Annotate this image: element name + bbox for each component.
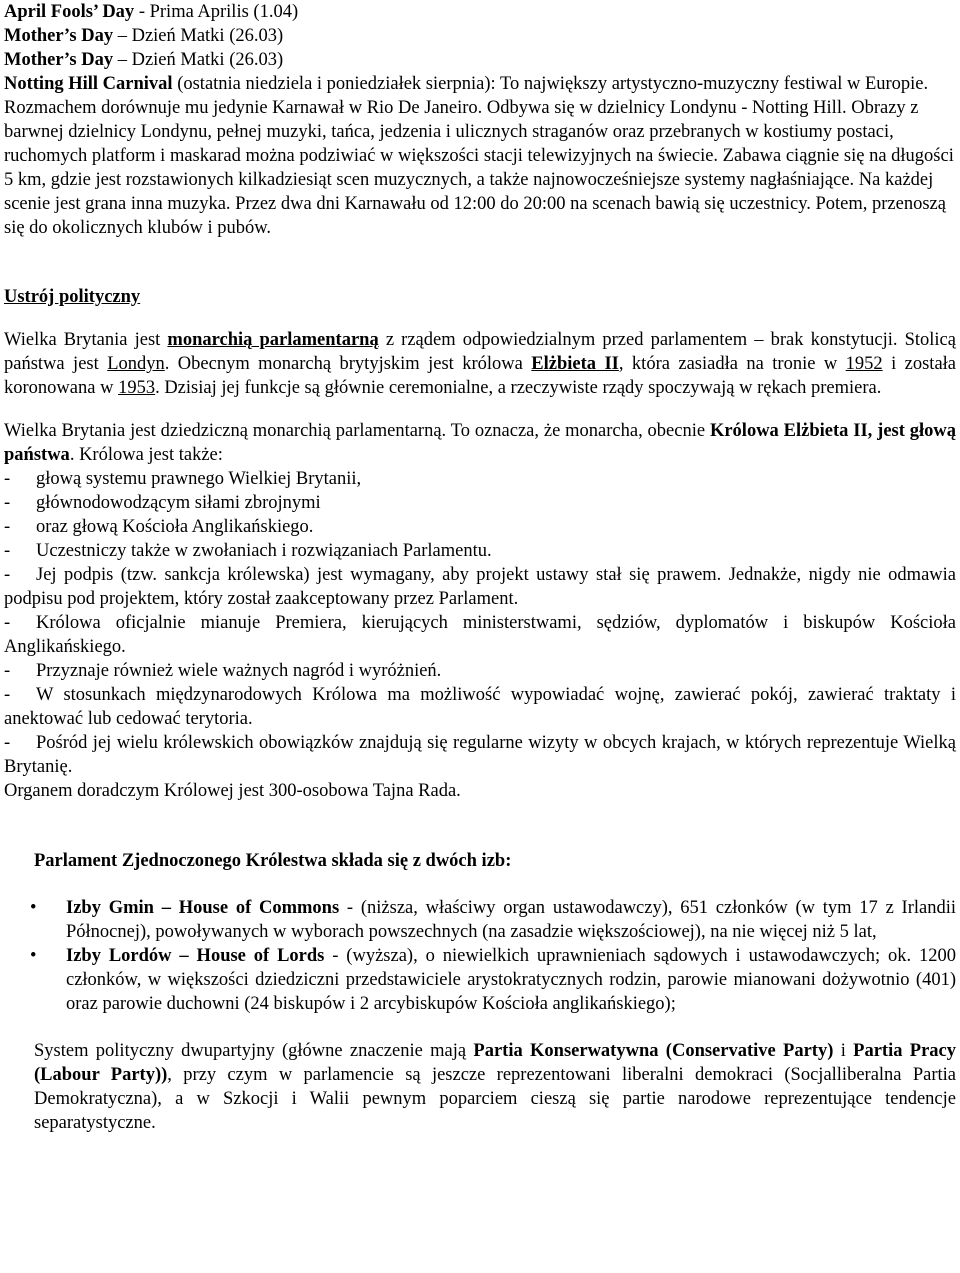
party-system-paragraph bbox=[4, 1039, 956, 1135]
holiday-desc: - Prima Aprilis (1.04) bbox=[134, 2, 299, 22]
list-item-text: Uczestniczy także w zwołaniach i rozwiązaniach Parlamentu. bbox=[36, 541, 492, 561]
text-run: . Obecnym monarchą brytyjskim jest królowa bbox=[164, 354, 532, 374]
notting-hill-text: (ostatnia niedziela i poniedziałek sierpnia): To największy artystyczno-muzyczny festiwal w Europie. Rozmachem dorównuje mu jedynie Karnawał w Rio De Janeiro. Odbywa się w dzielnicy Londynu - Notting Hill. Obrazy z barwnej dzielnicy Londynu, pełnej muzyki, tańca, jedzenia i ulicznych straganów oraz przebranych w kostiumy postaci, ruchomych platform i maskarad można podziwiać w większości stacji telewizyjnych na świecie. Zabawa ciągnie się na długości 5 km, gdzie jest rozstawionych kilkadziesiąt scen muzycznych, a także najnowocześniejsze systemy nagłaśniające. Na każdej scenie jest grana inna muzyka. Przez dwa dni Karnawału od 12:00 do 20:00 na scenach bawią się uczestnicy. Potem, przenoszą się do okolicznych klubów i pubów. bbox=[4, 74, 954, 238]
text-run: z rządem odpowiedzialnym przed parlamentem – brak konstytucji. Stolicą państwa jest bbox=[4, 330, 956, 374]
list-item bbox=[4, 467, 956, 491]
holiday-name: Mother’s Day bbox=[4, 26, 114, 46]
section-heading-parlament: Parlament Zjednoczonego Królestwa składa się z dwóch izb: bbox=[34, 851, 512, 871]
monarchy-paragraph bbox=[4, 328, 956, 400]
holiday-desc: – Dzień Matki (26.03) bbox=[113, 50, 284, 70]
elzbieta-link[interactable]: Elżbieta II bbox=[531, 354, 619, 374]
chamber-desc: - (niższa, właściwy organ ustawodawczy), 651 członków (w tym 17 z Irlandii Północnej), powoływanych w wyborach powszechnych (na zasadzie większościowej), na nie więcej niż 5 lat, bbox=[66, 898, 956, 942]
list-item bbox=[4, 515, 956, 539]
holiday-name: April Fools’ Day bbox=[4, 2, 135, 22]
list-item-text: oraz głową Kościoła Anglikańskiego. bbox=[36, 517, 314, 537]
party-labour: Partia Pracy (Labour Party)) bbox=[34, 1041, 956, 1085]
bullet-marker: • bbox=[30, 898, 37, 918]
queen-head-of-state: Królowa Elżbieta II, jest głową państwa bbox=[4, 421, 956, 465]
list-item-text: Pośród jej wielu królewskich obowiązków znajdują się regularne wizyty w obcych krajach, w których reprezentuje Wielką Brytanię. bbox=[4, 733, 956, 777]
holiday-desc: – Dzień Matki (26.03) bbox=[113, 26, 284, 46]
list-item-text: Przyznaje również wiele ważnych nagród i wyróżnień. bbox=[36, 661, 442, 681]
text-run: Wielka Brytania jest dziedziczną monarchią parlamentarną. To oznacza, że monarcha, obecnie bbox=[4, 421, 710, 441]
text-run: , przy czym w parlamencie są jeszcze reprezentowani liberalni demokraci (Socjalliberalna Partia Demokratyczna), a w Szkocji i Walii pewnym poparciem cieszą się partie narodowe reprezentujące tendencje separatystyczne. bbox=[34, 1065, 956, 1133]
chambers-list bbox=[4, 896, 956, 1016]
chamber-desc: - (wyższa), o niewielkich uprawnieniach sądowych i ustawodawczych; ok. 1200 członków, w większości dziedziczni przedstawiciele arystokratycznych rodzin, parowie mianowani dożywotnio (401) oraz parowie duchowni (24 biskupów i 2 arcybiskupów Kościoła anglikańskiego); bbox=[66, 946, 956, 1014]
year-1953-link[interactable]: 1953 bbox=[118, 378, 156, 398]
dash-marker: - bbox=[4, 469, 11, 489]
text-run: Wielka Brytania jest bbox=[4, 330, 168, 350]
notting-hill-paragraph bbox=[4, 72, 956, 240]
text-run: i bbox=[833, 1041, 854, 1061]
year-1952-link[interactable]: 1952 bbox=[845, 354, 883, 374]
hereditary-monarchy-paragraph bbox=[4, 419, 956, 467]
list-item bbox=[30, 944, 956, 1016]
list-item bbox=[4, 539, 956, 563]
chamber-name: Izby Gmin – House of Commons bbox=[66, 898, 340, 918]
text-run: . Królowa jest także: bbox=[69, 445, 223, 465]
list-item bbox=[4, 683, 956, 731]
holiday-line bbox=[4, 24, 956, 48]
list-item-text: Królowa oficjalnie mianuje Premiera, kierujących ministerstwami, sędziów, dyplomatów i biskupów Kościoła Anglikańskiego. bbox=[4, 613, 956, 657]
dash-marker: - bbox=[4, 613, 11, 633]
list-item bbox=[4, 611, 956, 659]
list-item-text: głównodowodzącym siłami zbrojnymi bbox=[36, 493, 321, 513]
text-run: System polityczny dwupartyjny (główne znaczenie mają bbox=[34, 1041, 474, 1061]
list-item bbox=[4, 659, 956, 683]
dash-marker: - bbox=[4, 565, 11, 585]
dash-marker: - bbox=[4, 685, 11, 705]
list-item-text: Jej podpis (tzw. sankcja królewska) jest wymagany, aby projekt ustawy stał się prawem. Jednakże, nigdy nie odmawia podpisu pod projektem, który został zaakceptowany przez Parlament. bbox=[4, 565, 956, 609]
chamber-name: Izby Lordów – House of Lords bbox=[66, 946, 325, 966]
dash-marker: - bbox=[4, 541, 11, 561]
privy-council-paragraph: Organem doradczym Królowej jest 300-osobowa Tajna Rada. bbox=[4, 781, 461, 801]
text-run: i została koronowana w bbox=[4, 354, 957, 398]
section-heading-ustroj: Ustrój polityczny bbox=[4, 287, 141, 307]
queen-duties-list bbox=[4, 467, 956, 779]
holiday-line bbox=[4, 48, 956, 72]
dash-marker: - bbox=[4, 517, 11, 537]
list-item bbox=[4, 731, 956, 779]
monarchia-link[interactable]: monarchią parlamentarną bbox=[167, 330, 379, 350]
list-item bbox=[4, 563, 956, 611]
londyn-link[interactable]: Londyn bbox=[107, 354, 165, 374]
party-conservative: Partia Konserwatywna (Conservative Party) bbox=[473, 1041, 834, 1061]
list-item bbox=[4, 491, 956, 515]
list-item bbox=[30, 896, 956, 944]
list-item-text: W stosunkach międzynarodowych Królowa ma możliwość wypowiadać wojnę, zawierać pokój, zawierać traktaty i anektować lub cedować terytoria. bbox=[4, 685, 956, 729]
text-run: , która zasiadła na tronie w bbox=[618, 354, 846, 374]
holiday-line bbox=[4, 0, 956, 24]
text-run: . Dzisiaj jej funkcje są głównie ceremonialne, a rzeczywiste rządy spoczywają w rękach premiera. bbox=[155, 378, 882, 398]
list-item-text: głową systemu prawnego Wielkiej Brytanii, bbox=[36, 469, 362, 489]
dash-marker: - bbox=[4, 493, 11, 513]
dash-marker: - bbox=[4, 733, 11, 753]
notting-hill-title: Notting Hill Carnival bbox=[4, 74, 173, 94]
holiday-name: Mother’s Day bbox=[4, 50, 114, 70]
dash-marker: - bbox=[4, 661, 11, 681]
bullet-marker: • bbox=[30, 946, 37, 966]
